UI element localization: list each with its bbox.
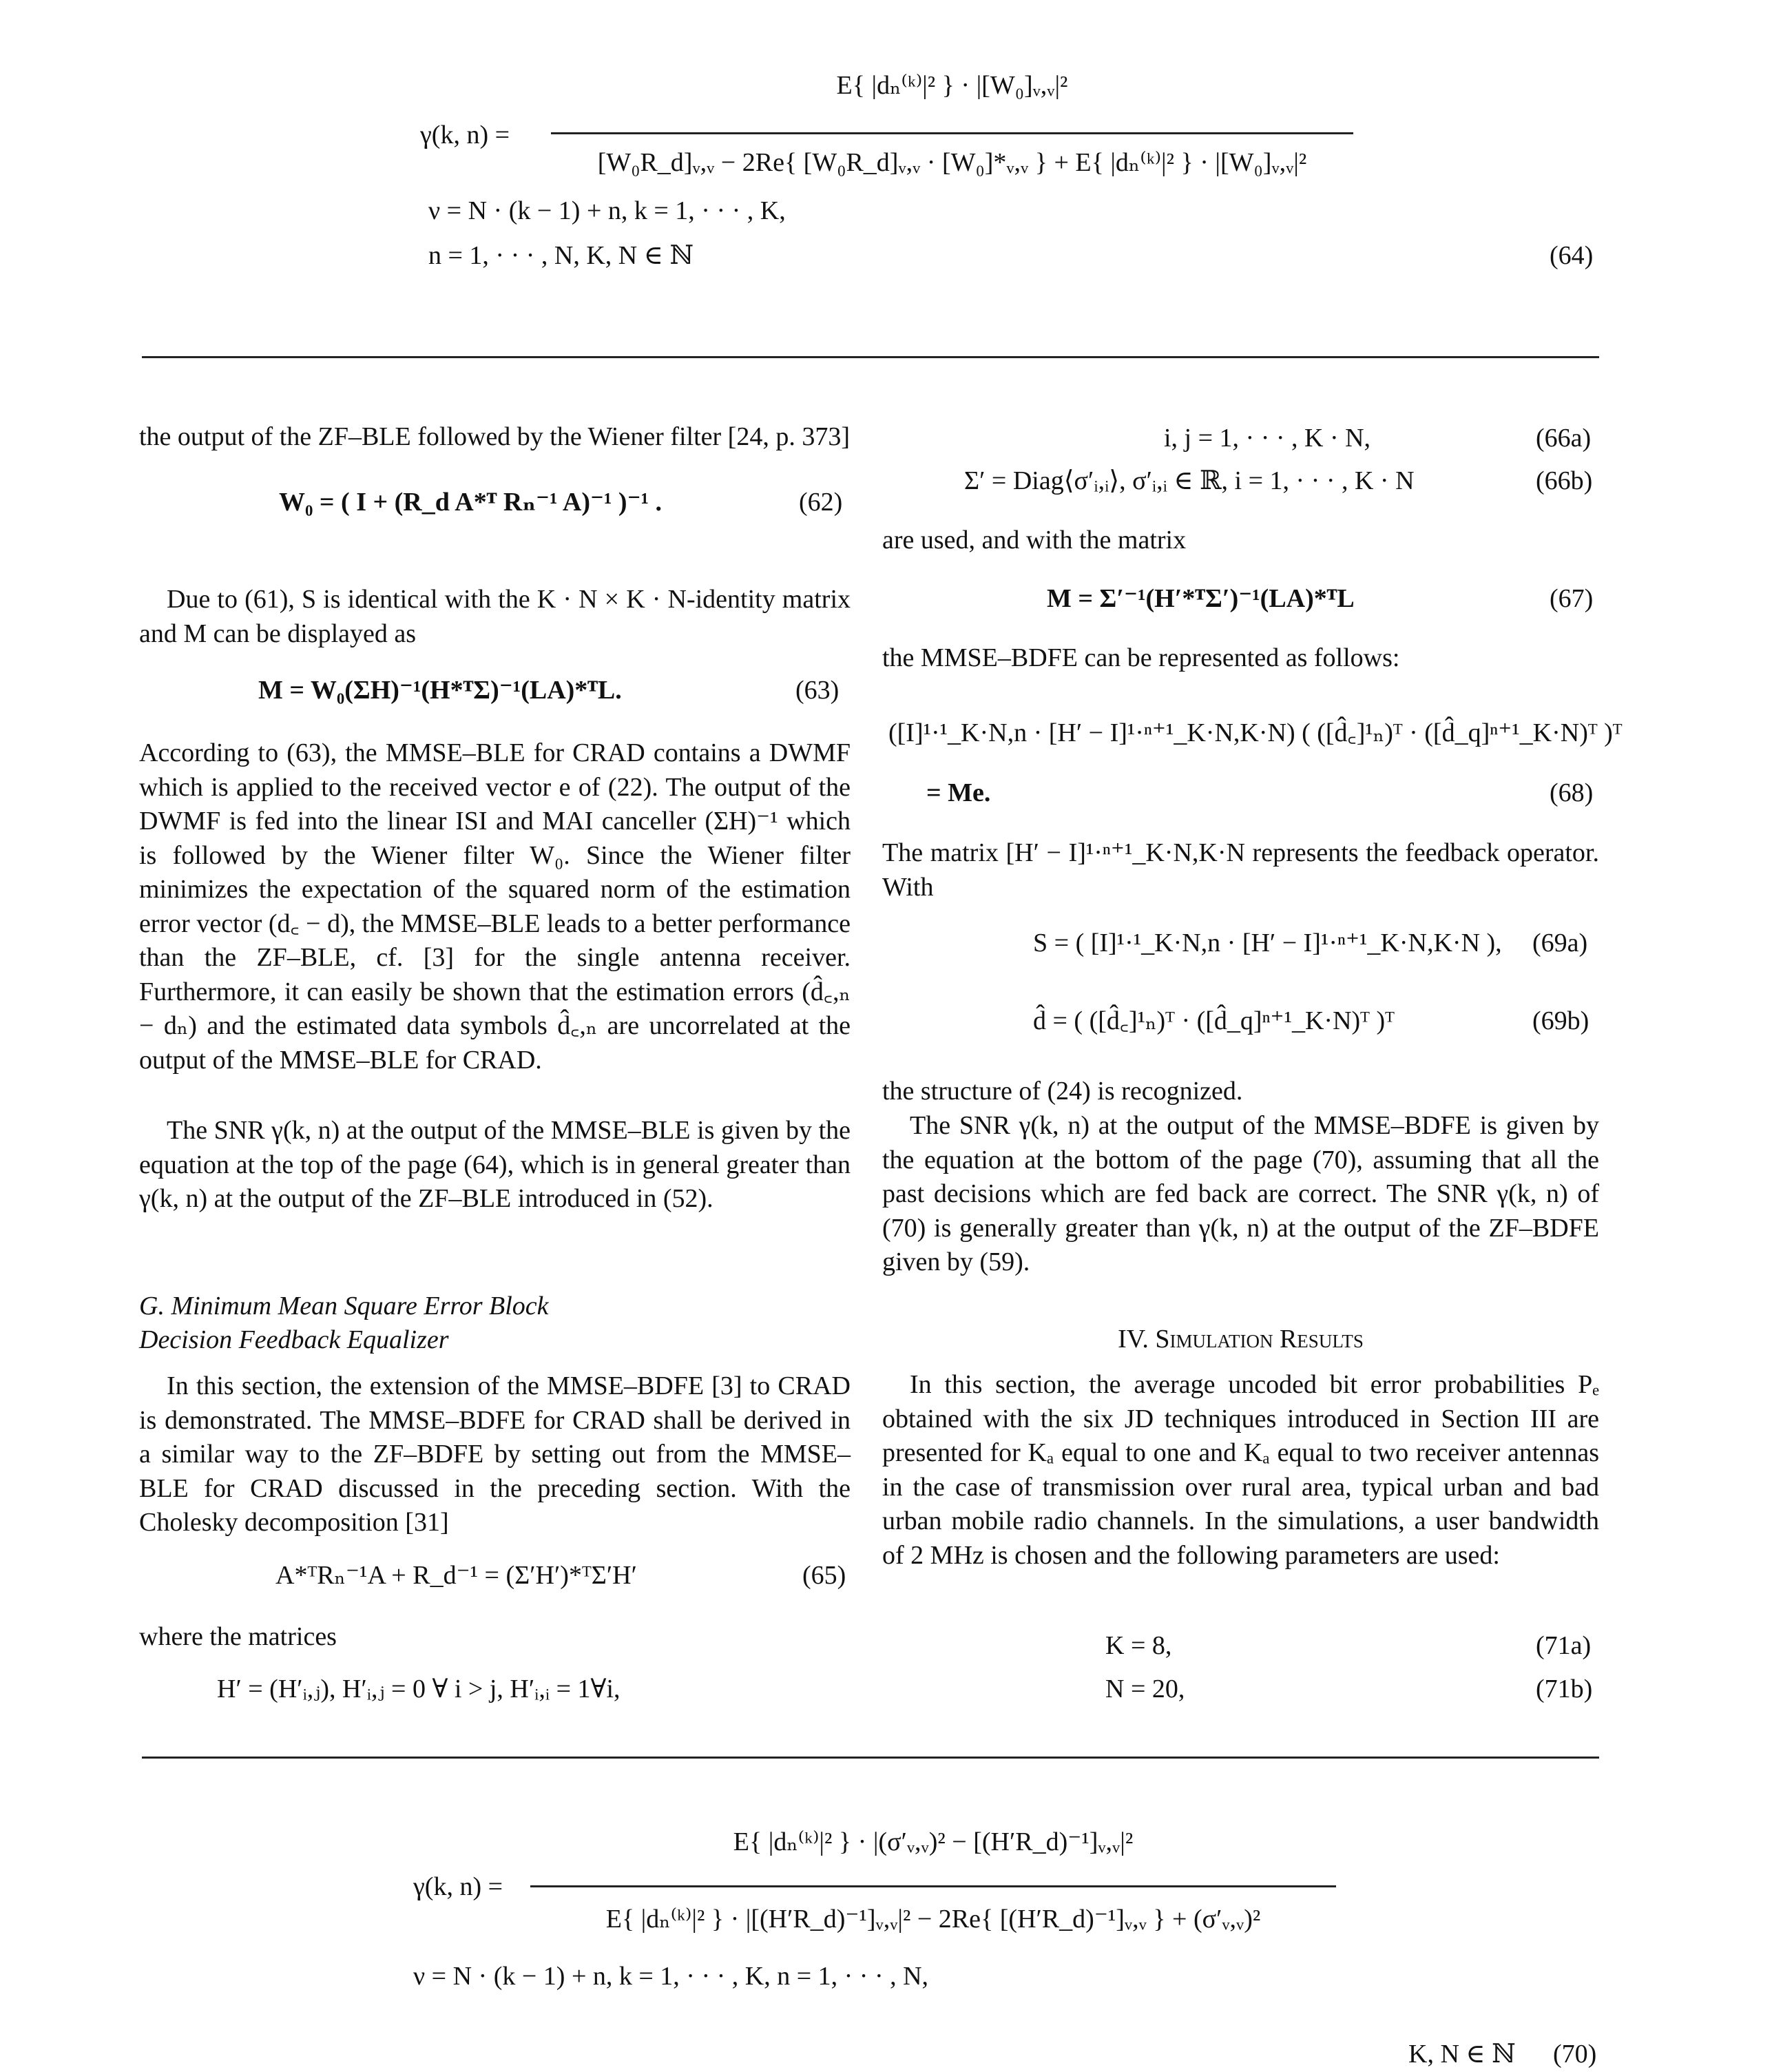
paragraph: The SNR γ(k, n) at the output of the MMSE–BDFE is given by the equation at the bottom of the page (70), assuming that all the past decisions which are fed back are correct. The SNR γ(k, n) of (70) is generally greater than γ(k, n) at the output of the ZF–BDFE given by (59). xyxy=(882,1109,1599,1280)
eq68-line1: ([I]¹·¹_K·N,n · [H′ − I]¹·ⁿ⁺¹_K·N,K·N) ( ([d̂꜀]¹ₙ)ᵀ · ([d̂_q]ⁿ⁺¹_K·N)ᵀ )ᵀ xyxy=(888,716,1623,751)
eq64-line2: ν = N · (k − 1) + n, k = 1, · · · , K, xyxy=(428,194,786,229)
eq65-number: (65) xyxy=(802,1559,846,1593)
eq70-denominator: E{ |dₙ⁽ᵏ⁾|² } · |[(H′R_d)⁻¹]ᵥ,ᵥ|² − 2Re{ [(H′R_d)⁻¹]ᵥ,ᵥ } + (σ′ᵥ,ᵥ)² xyxy=(530,1903,1336,1937)
eq68-line2: = Me. xyxy=(926,776,990,811)
eq70-line3: K, N ∈ ℕ xyxy=(1408,2038,1516,2072)
eq66b-number: (66b) xyxy=(1536,464,1592,499)
eq64-numerator: E{ |dₙ⁽ᵏ⁾|² } · |[W₀]ᵥ,ᵥ|² xyxy=(551,69,1353,103)
paragraph: the output of the ZF–BLE followed by the Wiener filter [24, p. 373] xyxy=(139,420,851,455)
eq63: M = W₀(ΣH)⁻¹(H*ᵀΣ)⁻¹(LA)*ᵀL. xyxy=(258,674,622,708)
eq66a: i, j = 1, · · · , K · N, xyxy=(1164,422,1370,456)
eq67-number: (67) xyxy=(1550,582,1593,617)
fraction-line xyxy=(551,132,1353,134)
eq67: M = Σ′⁻¹(H′*ᵀΣ′)⁻¹(LA)*ᵀL xyxy=(1047,582,1355,617)
paragraph: In this section, the average uncoded bit error probabilities Pₑ obtained with the six JD techniques introduced in Section III are presented for Kₐ equal to one and Kₐ equal to two receiver antennas in the case of transmission over rural area, typical urban and bad urban mobile radio channels. In the simulations, a user bandwidth of 2 MHz is chosen and the following parameters are used: xyxy=(882,1368,1599,1573)
eq62-number: (62) xyxy=(799,486,842,520)
top-rule xyxy=(142,356,1599,358)
eq64-lhs: γ(k, n) = xyxy=(420,118,510,153)
paragraph: The SNR γ(k, n) at the output of the MMSE–BLE is given by the equation at the top of the page (64), which is in general greater than γ(k, n) at the output of the ZF–BLE introduced in (52). xyxy=(139,1114,851,1216)
fraction-line xyxy=(530,1885,1336,1887)
subsection-heading-line1: G. Minimum Mean Square Error Block xyxy=(139,1289,851,1324)
eq70-line2: ν = N · (k − 1) + n, k = 1, · · · , K, n = 1, · · · , N, xyxy=(413,1960,928,1994)
eq64-denominator: [W₀R_d]ᵥ,ᵥ − 2Re{ [W₀R_d]ᵥ,ᵥ · [W₀]*ᵥ,ᵥ } + E{ |dₙ⁽ᵏ⁾|² } · |[W₀]ᵥ,ᵥ|² xyxy=(551,146,1353,180)
eq66b: Σ′ = Diag⟨σ′ᵢ,ᵢ⟩, σ′ᵢ,ᵢ ∈ ℝ, i = 1, · · · , K · N xyxy=(964,464,1415,499)
paragraph: According to (63), the MMSE–BLE for CRAD contains a DWMF which is applied to the received vector e of (22). The output of the DWMF is fed into the linear ISI and MAI canceller (ΣH)⁻¹ which is followed by the Wiener filter W₀. Since the Wiener filter minimizes the expectation of the squared norm of the estimation error vector (d꜀ − d), the MMSE–BLE leads to a better performance than the ZF–BLE, cf. [3] for the single antenna receiver. Furthermore, it can easily be shown that the estimation errors (d̂꜀,ₙ − dₙ) and the estimated data symbols d̂꜀,ₙ are uncorrelated at the output of the MMSE–BLE for CRAD. xyxy=(139,736,851,1077)
eq69b: d̂ = ( ([d̂꜀]¹ₙ)ᵀ · ([d̂_q]ⁿ⁺¹_K·N)ᵀ )ᵀ xyxy=(1033,1004,1395,1039)
eq63-number: (63) xyxy=(795,674,839,708)
eq64-line3: n = 1, · · · , N, K, N ∈ ℕ xyxy=(428,239,694,273)
eq65: A*ᵀRₙ⁻¹A + R_d⁻¹ = (Σ′H′)*ᵀΣ′H′ xyxy=(275,1559,637,1593)
paragraph: The matrix [H′ − I]¹·ⁿ⁺¹_K·N,K·N represents the feedback operator. With xyxy=(882,836,1599,904)
eq64-number: (64) xyxy=(1550,239,1593,273)
section-heading: IV. Simulation Results xyxy=(882,1323,1599,1357)
eq71a-number: (71a) xyxy=(1536,1629,1591,1664)
eq70-lhs: γ(k, n) = xyxy=(413,1870,503,1905)
paragraph: where the matrices xyxy=(139,1620,851,1655)
eq68-number: (68) xyxy=(1550,776,1593,811)
eq62: W₀ = ( I + (R_d A*ᵀ Rₙ⁻¹ A)⁻¹ )⁻¹ . xyxy=(279,486,662,520)
eq70-numerator: E{ |dₙ⁽ᵏ⁾|² } · |(σ′ᵥ,ᵥ)² − [(H′R_d)⁻¹]ᵥ,ᵥ|² xyxy=(530,1825,1336,1860)
eq71b: N = 20, xyxy=(1105,1672,1185,1707)
eq-h-prime: H′ = (H′ᵢ,ⱼ), H′ᵢ,ⱼ = 0 ∀ i > j, H′ᵢ,ᵢ = 1∀i, xyxy=(217,1672,621,1707)
eq69a: S = ( [I]¹·¹_K·N,n · [H′ − I]¹·ⁿ⁺¹_K·N,K·N ), xyxy=(1033,926,1502,961)
paragraph: the structure of (24) is recognized. xyxy=(882,1075,1599,1109)
eq69b-number: (69b) xyxy=(1532,1004,1589,1039)
eq71a: K = 8, xyxy=(1105,1629,1171,1664)
bottom-rule xyxy=(142,1757,1599,1759)
eq66a-number: (66a) xyxy=(1536,422,1591,456)
eq69a-number: (69a) xyxy=(1532,926,1587,961)
subsection-heading-line2: Decision Feedback Equalizer xyxy=(139,1323,851,1358)
eq70-number: (70) xyxy=(1553,2038,1596,2072)
paragraph: In this section, the extension of the MMSE–BDFE [3] to CRAD is demonstrated. The MMSE–BDFE for CRAD shall be derived in a similar way to the ZF–BDFE by setting out from the MMSE–BLE for CRAD discussed in the preceding section. With the Cholesky decomposition [31] xyxy=(139,1369,851,1540)
paragraph: Due to (61), S is identical with the K · N × K · N-identity matrix and M can be displayed as xyxy=(139,583,851,651)
eq71b-number: (71b) xyxy=(1536,1672,1592,1707)
paragraph: are used, and with the matrix xyxy=(882,524,1599,558)
paragraph: the MMSE–BDFE can be represented as follows: xyxy=(882,641,1599,676)
